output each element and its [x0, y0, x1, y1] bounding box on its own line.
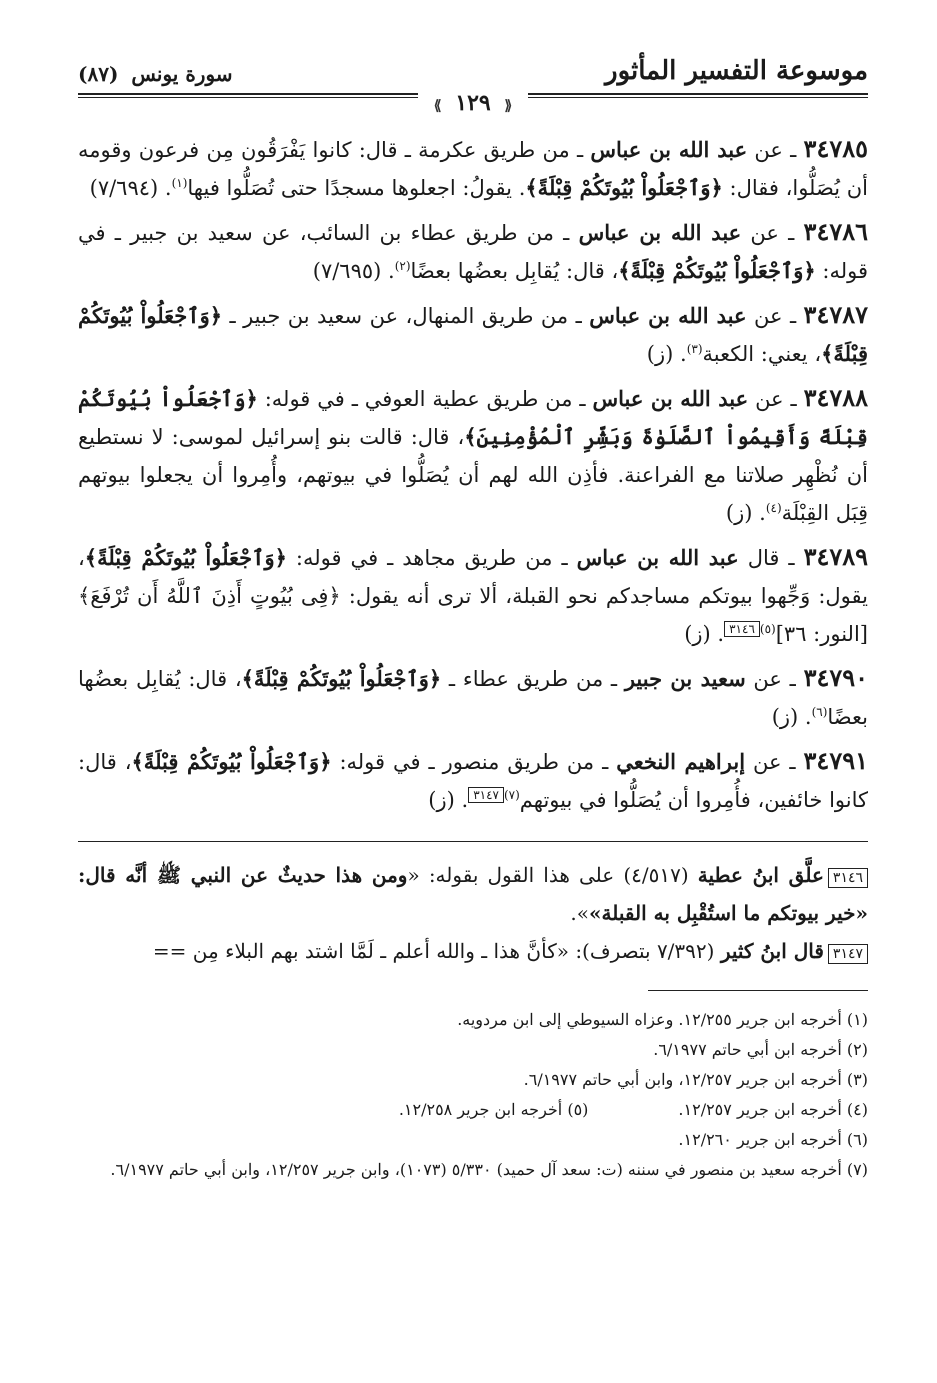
narration-entry: ٣٤٧٩٠ ـ عن سعيد بن جبير ـ من طريق عطاء ـ ﴿وَٱجْعَلُواْ بُيُوتَكُمْ قِبْلَةً﴾، قال: يُقابِل بعضُها بعضًا$^{(٦)}$. (ز) — [78, 663, 869, 729]
commentary-ref[interactable]: ٣١٤٧ — [468, 787, 504, 803]
footnote: (١) أخرجه ابن جرير ١٢/٢٥٥. وعزاه السيوطي إلى ابن مردويه. — [457, 1010, 868, 1029]
commentary-number: ٣١٤٦ — [828, 868, 868, 888]
footnote: (٥) أخرجه ابن جرير ١٢/٢٥٨. — [398, 1100, 589, 1119]
source-ref: . (ز) — [725, 501, 766, 525]
footnote-ref[interactable]: (٣) — [686, 342, 703, 356]
narration-number: ٣٤٧٨٩ — [803, 542, 869, 571]
quran-verse: ﴿وَٱجْعَلُواْ بُيُوتَكُمْ قِبْلَةً﴾ — [78, 303, 868, 366]
commentary-note: ٣١٤٦علَّق ابنُ عطية (٤/٥١٧) على هذا القول بقوله: «ومن هذا حديثٌ عن النبي ﷺ أنَّه قال: «خير بيوتكم ما استُقْبِل به القبلة»». — [78, 863, 868, 925]
footnote: (٢) أخرجه ابن أبي حاتم ٦/١٩٧٧. — [653, 1040, 868, 1059]
narration-entry: ٣٤٧٩١ ـ عن إبراهيم النخعي ـ من طريق منصور ـ في قوله: ﴿وَٱجْعَلُواْ بُيُوتَكُمْ قِبْلَةً﴾، قال: كانوا خائفين، فأُمِروا أن يُصَلُّوا في بيوتهم$^{(٧)}$٣١٤٧. (ز) — [78, 746, 868, 812]
narrator: سعيد بن جبير — [624, 666, 746, 691]
footnote-ref[interactable]: (٥) — [759, 622, 776, 636]
quran-verse: ﴿وَٱجْعَلُواْ بُيُوتَكُمْ قِبْلَةً﴾ — [525, 175, 723, 200]
narrator: عبد الله بن عباس — [590, 137, 748, 162]
narration-number: ٣٤٧٩١ — [803, 746, 868, 775]
source-ref: . (ز) — [428, 788, 469, 812]
source-ref: . (٧/٦٩٤) — [89, 176, 172, 200]
page-number-ornament — [78, 90, 868, 118]
narrator: عبد الله بن عباس — [578, 220, 742, 245]
commentary-number: ٣١٤٧ — [828, 944, 868, 964]
surah-page-number: (٨٧) — [78, 62, 119, 86]
commentary-notes — [78, 856, 868, 970]
quran-verse: ﴿وَٱجْعَلُواْ بُيُوتَكُمْ قِبْلَةً﴾ — [84, 545, 287, 570]
source-ref: . (ز) — [646, 342, 687, 366]
narration-entry: ٣٤٧٨٧ ـ عن عبد الله بن عباس ـ من طريق المنهال، عن سعيد بن جبير ـ ﴿وَٱجْعَلُواْ بُيُوتَكُمْ قِبْلَةً﴾، يعني: الكعبة$^{(٣)}$. (ز) — [78, 300, 868, 366]
narration-number: ٣٤٧٨٦ — [803, 217, 868, 246]
footnotes-separator — [648, 990, 868, 991]
narration-entry: ٣٤٧٨٥ ـ عن عبد الله بن عباس ـ من طريق عكرمة ـ قال: كانوا يَفْرَقُون مِن فرعون وقومه أن يُصَلُّوا، فقال: ﴿وَٱجْعَلُواْ بُيُوتَكُمْ قِبْلَةً﴾. يقولُ: اجعلوها مسجدًا حتى تُصَلُّوا فيها$^{(١)}$. (٧/٦٩٤) — [78, 134, 868, 200]
surah-name: سورة يونس — [131, 62, 233, 86]
quran-verse: ﴿وَٱجْعَلُواْ بُيُوتَكُمْ قِبْلَةً﴾ — [131, 749, 332, 774]
narrator: إبراهيم النخعي — [616, 749, 746, 774]
source-ref: . (٧/٦٩٥) — [312, 259, 395, 283]
footnote-row — [78, 1095, 868, 1125]
book-title: موسوعة التفسير المأثور — [605, 56, 868, 86]
ornament-right-icon: ⟫ — [433, 98, 442, 114]
footnote: (٦) أخرجه ابن جرير ١٢/٢٦٠. — [678, 1130, 868, 1149]
narration-number: ٣٤٧٨٥ — [803, 134, 868, 163]
footnote-ref[interactable]: (٤) — [765, 501, 782, 515]
narrator: عبد الله بن عباس — [592, 386, 749, 411]
footnote-ref[interactable]: (٧) — [503, 788, 520, 802]
document-page — [78, 52, 868, 1185]
footnote: (٤) أخرجه ابن جرير ١٢/٢٥٧. — [678, 1100, 868, 1119]
footnotes — [78, 1005, 868, 1185]
footnote-ref[interactable]: (٢) — [394, 259, 411, 273]
surah-heading — [78, 62, 233, 86]
narration-entry: ٣٤٧٨٨ ـ عن عبد الله بن عباس ـ من طريق عطية العوفي ـ في قوله: ﴿وَٱجْعَلُواْ بُيُوتَكُمْ قِبْلَةً وَأَقِيمُواْ ٱلصَّلَوٰةَ وَبَشِّرِ ٱلْمُؤْمِنِينَ﴾، قال: قالت بنو إسرائيل لموسى: لا نستطيع أن نُظْهِر صلاتنا مع الفراعنة. فأذِن الله لهم أن يُصَلُّوا في بيوتهم، وأُمِروا أن يجعلوا بيوتهم قِبَل القِبْلَة$^{(٤)}$. (ز) — [78, 383, 869, 525]
narrator: عبد الله بن عباس — [589, 303, 747, 328]
commentary-ref[interactable]: ٣١٤٦ — [724, 621, 760, 637]
narration-number: ٣٤٧٨٨ — [803, 383, 869, 412]
notes-separator — [78, 841, 868, 842]
ornament-left-icon: ⟪ — [504, 98, 513, 114]
narration-number: ٣٤٧٨٧ — [803, 300, 868, 329]
quran-verse: ﴿وَٱجْعَلُواْ بُيُوتَكُمْ قِبْلَةً﴾ — [618, 258, 816, 283]
narrator: عبد الله بن عباس — [576, 545, 739, 570]
narration-number: ٣٤٧٩٠ — [803, 663, 869, 692]
source-ref: . (ز) — [684, 622, 725, 646]
quran-verse: ﴿وَٱجْعَلُواْ بُيُوتَكُمْ قِبْلَةً﴾ — [241, 666, 442, 691]
quran-verse: ﴿وَٱجْعَلُواْ بُيُوتَكُمْ قِبْلَةً وَأَقِيمُواْ ٱلصَّلَوٰةَ وَبَشِّرِ ٱلْمُؤْمِنِينَ﴾ — [78, 386, 868, 449]
footnote-ref[interactable]: (١) — [171, 176, 188, 190]
narration-entry: ٣٤٧٨٦ ـ عن عبد الله بن عباس ـ من طريق عطاء بن السائب، عن سعيد بن جبير ـ في قوله: ﴿وَٱجْعَلُواْ بُيُوتَكُمْ قِبْلَةً﴾، قال: يُقابِل بعضُها بعضًا$^{(٢)}$. (٧/٦٩٥) — [78, 217, 868, 283]
narration-entry: ٣٤٧٨٩ ـ قال عبد الله بن عباس ـ من طريق مجاهد ـ في قوله: ﴿وَٱجْعَلُواْ بُيُوتَكُمْ قِبْلَةً﴾، يقول: وَجِّهوا بيوتكم مساجدكم نحو القبلة، ألا ترى أنه يقول: ﴿فِى بُيُوتٍ أَذِنَ ٱللَّهُ أَن تُرْفَعَ﴾ [النور: ٣٦]$^{(٥)}$٣١٤٦. (ز) — [78, 542, 869, 646]
page-number: ١٢٩ — [455, 90, 491, 116]
footnote: (٧) أخرجه سعيد بن منصور في سننه (ت: سعد آل حميد) ٥/٣٣٠ (١٠٧٣)، وابن جرير ١٢/٢٥٧، وابن أبي حاتم ٦/١٩٧٧. — [110, 1160, 868, 1179]
source-ref: . (ز) — [771, 705, 812, 729]
commentary-note: ٣١٤٧قال ابنُ كثير (٧/٣٩٢ بتصرف): «كأنَّ هذا ـ والله أعلم ـ لَمَّا اشتد بهم البلاء مِن == — [78, 932, 868, 970]
footnote-ref[interactable]: (٦) — [811, 705, 828, 719]
footnote: (٣) أخرجه ابن جرير ١٢/٢٥٧، وابن أبي حاتم ٦/١٩٧٧. — [523, 1070, 868, 1089]
narrations — [78, 130, 868, 819]
